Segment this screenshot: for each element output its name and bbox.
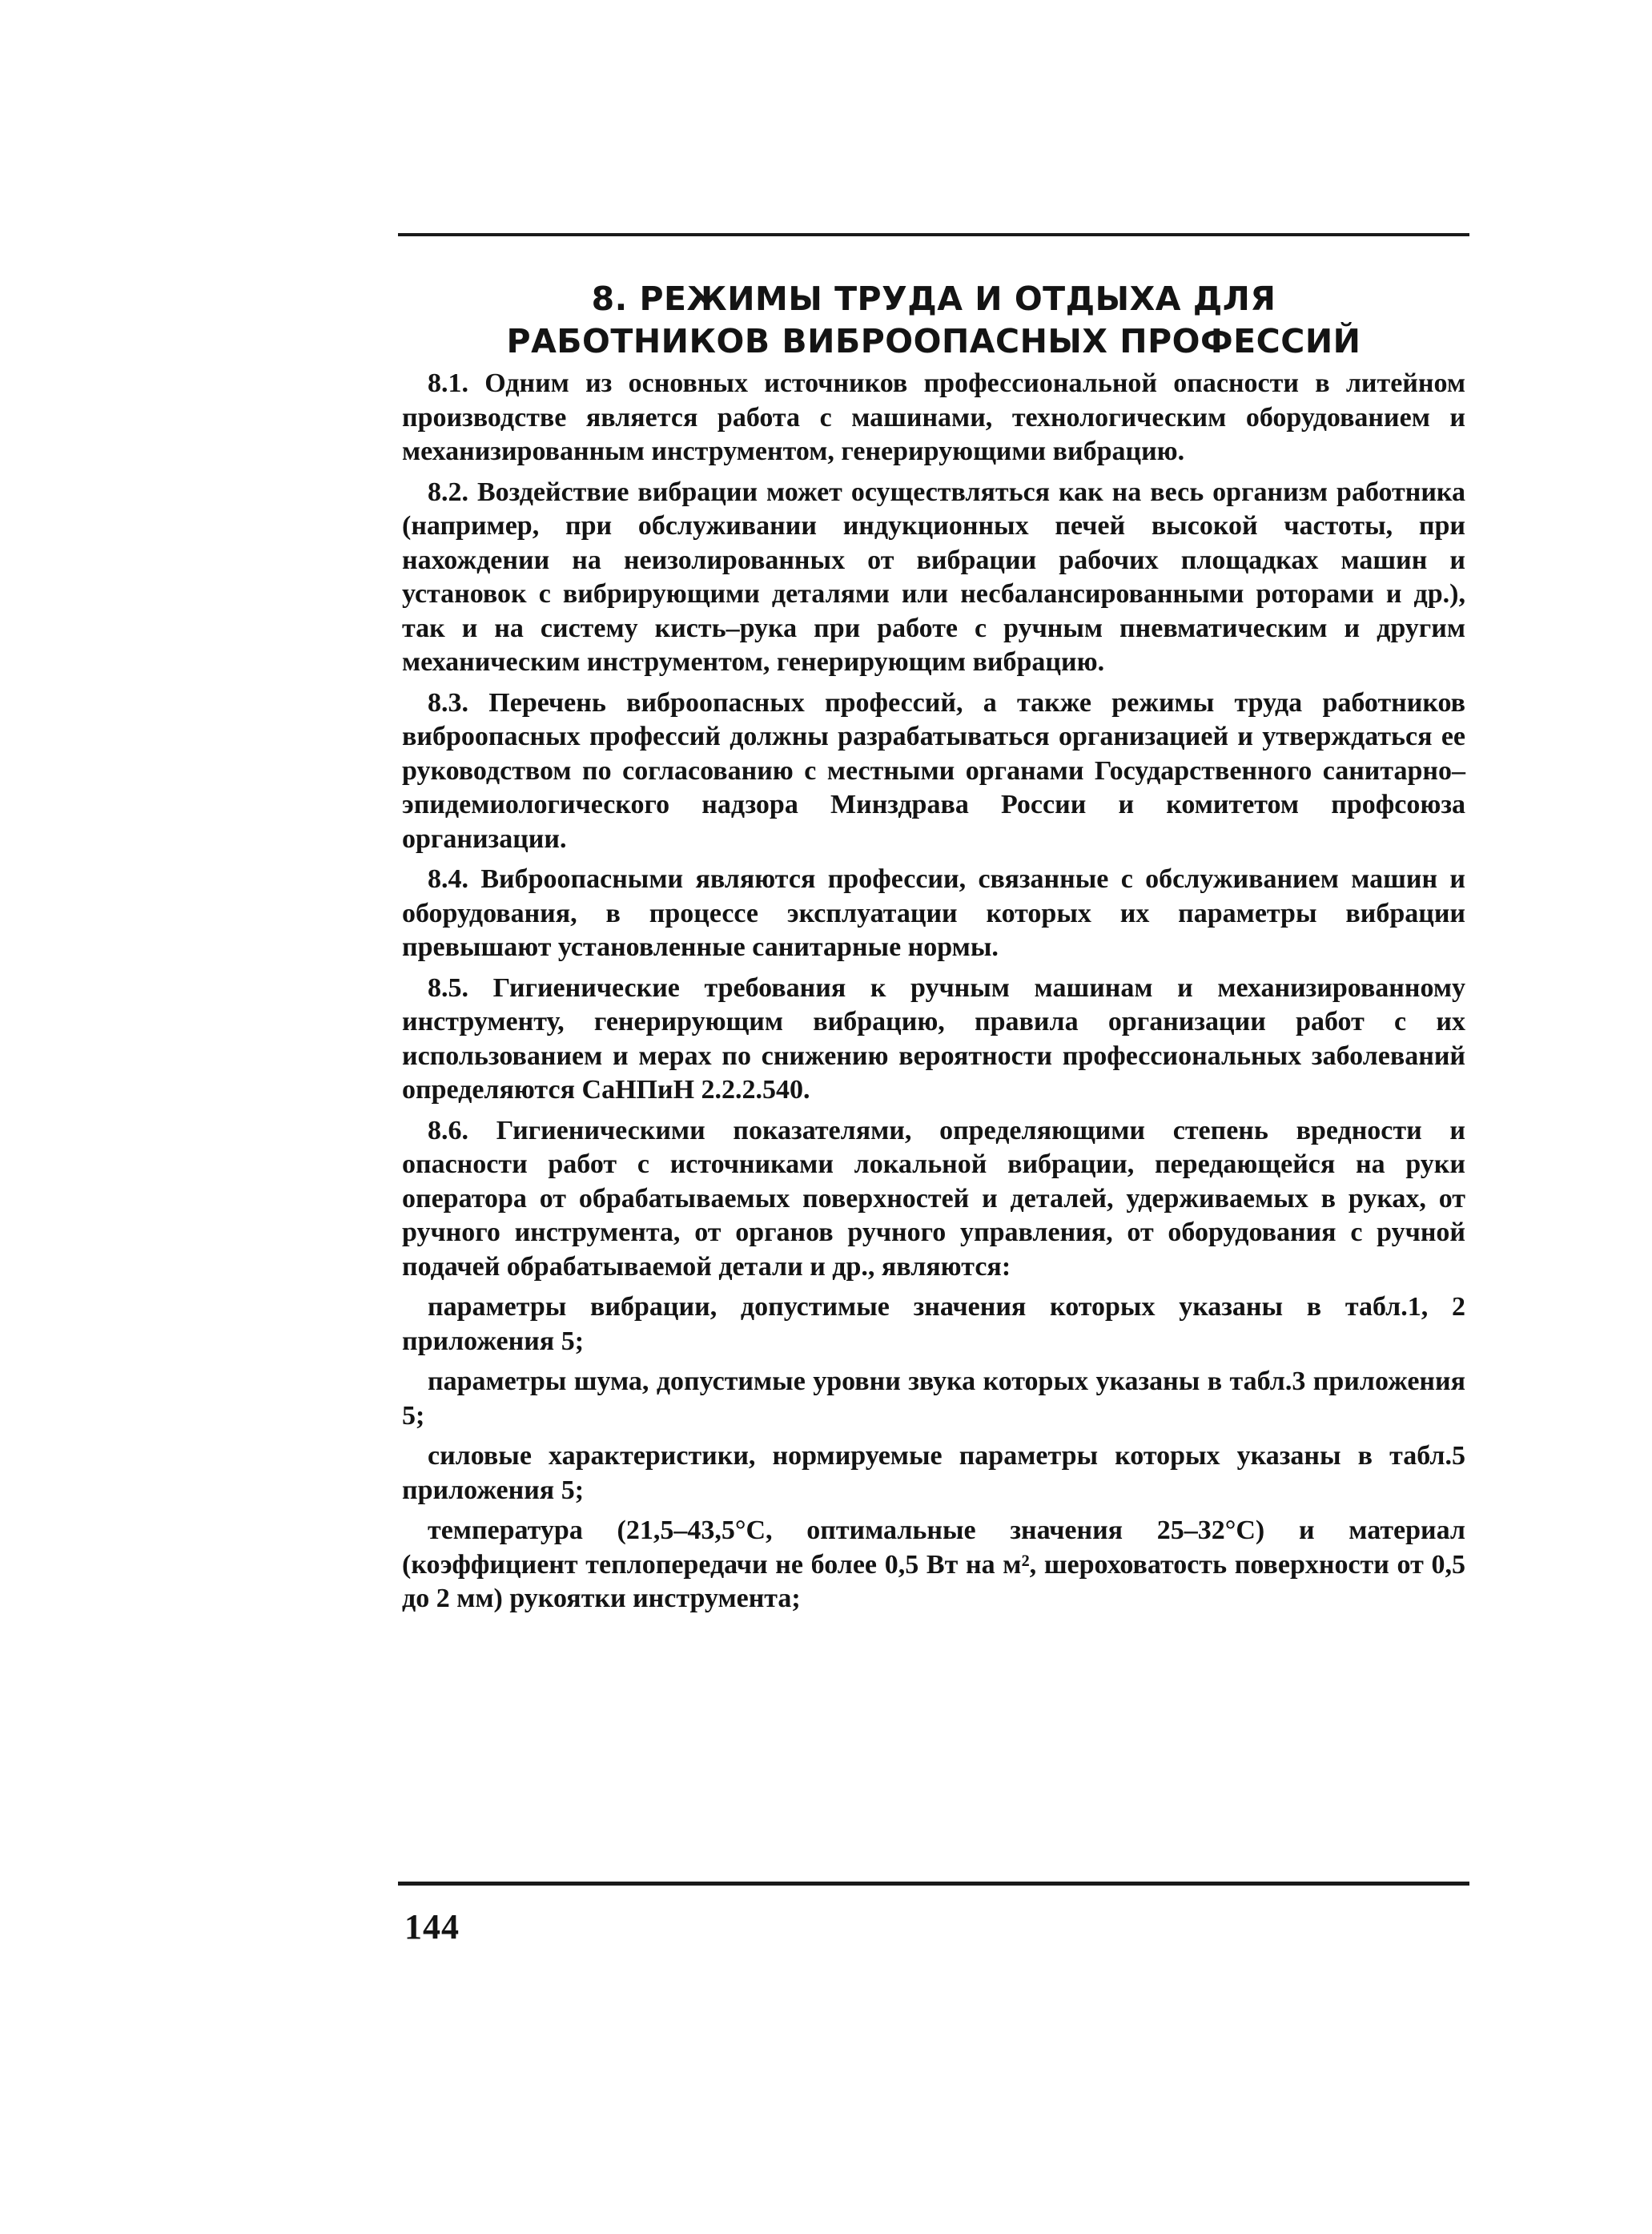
- section-heading-line-1: 8. РЕЖИМЫ ТРУДА И ОТДЫХА ДЛЯ: [591, 280, 1276, 318]
- page-number: 144: [404, 1907, 460, 1946]
- paragraph-8-3: 8.3. Перечень виброопасных профессий, а также режимы труда работников виброопасных профессий должны разрабатываться организацией и утверждаться ее руководством по согласованию с местными органами Государственного санитарно–эпидемиологического надзора Минздрава России и комитетом профсоюза организации.: [402, 687, 1465, 854]
- list-item-vibration: параметры вибрации, допустимые значения которых указаны в табл.1, 2 приложения 5;: [402, 1292, 1465, 1356]
- paragraph-8-1: 8.1. Одним из основных источников профессиональной опасности в литейном производстве является работа с машинами, технологическим оборудованием и механизированным инструментом, генерирующими вибрацию.: [402, 368, 1465, 466]
- paragraph-8-6: 8.6. Гигиеническими показателями, определяющими степень вредности и опасности работ с источниками локальной вибрации, передающейся на руки оператора от обрабатываемых поверхностей и деталей, удерживаемых в руках, от ручного инструмента, от органов ручного управления, от оборудования с ручной подачей обрабатываемой детали и др., являются:: [402, 1115, 1465, 1282]
- paragraph-8-5: 8.5. Гигиенические требования к ручным машинам и механизированному инструменту, генерирующим вибрацию, правила организации работ с их использованием и мерах по снижению вероятности профессиональных заболеваний определяются СаНПиН 2.2.2.540.: [402, 972, 1465, 1105]
- paragraph-8-2: 8.2. Воздействие вибрации может осуществляться как на весь организм работника (например, при обслуживании индукционных печей высокой частоты, при нахождении на неизолированных от вибрации рабочих площадках машин и установок с вибрирующими деталями или несбалансированными роторами и др.), так и на систему кисть–рука при работе с ручным пневматическим и другим механическим инструментом, генерирующим вибрацию.: [402, 477, 1465, 677]
- body-text: [402, 367, 1465, 1616]
- list-item-force: силовые характеристики, нормируемые параметры которых указаны в табл.5 приложения 5;: [402, 1441, 1465, 1505]
- list-item-noise: параметры шума, допустимые уровни звука которых указаны в табл.3 приложения 5;: [402, 1367, 1465, 1431]
- list-item-temperature: температура (21,5–43,5°С, оптимальные значения 25–32°С) и материал (коэффициент теплопередачи не более 0,5 Вт на м², шероховатость поверхности от 0,5 до 2 мм) рукоятки инструмента;: [402, 1515, 1465, 1613]
- bottom-rule: [398, 1882, 1469, 1886]
- top-rule: [398, 233, 1469, 236]
- section-heading-line-2: РАБОТНИКОВ ВИБРООПАСНЫХ ПРОФЕССИЙ: [506, 322, 1361, 360]
- paragraph-8-4: 8.4. Виброопасными являются профессии, связанные с обслуживанием машин и оборудования, в процессе эксплуатации которых их параметры вибрации превышают установленные санитарные нормы.: [402, 864, 1465, 962]
